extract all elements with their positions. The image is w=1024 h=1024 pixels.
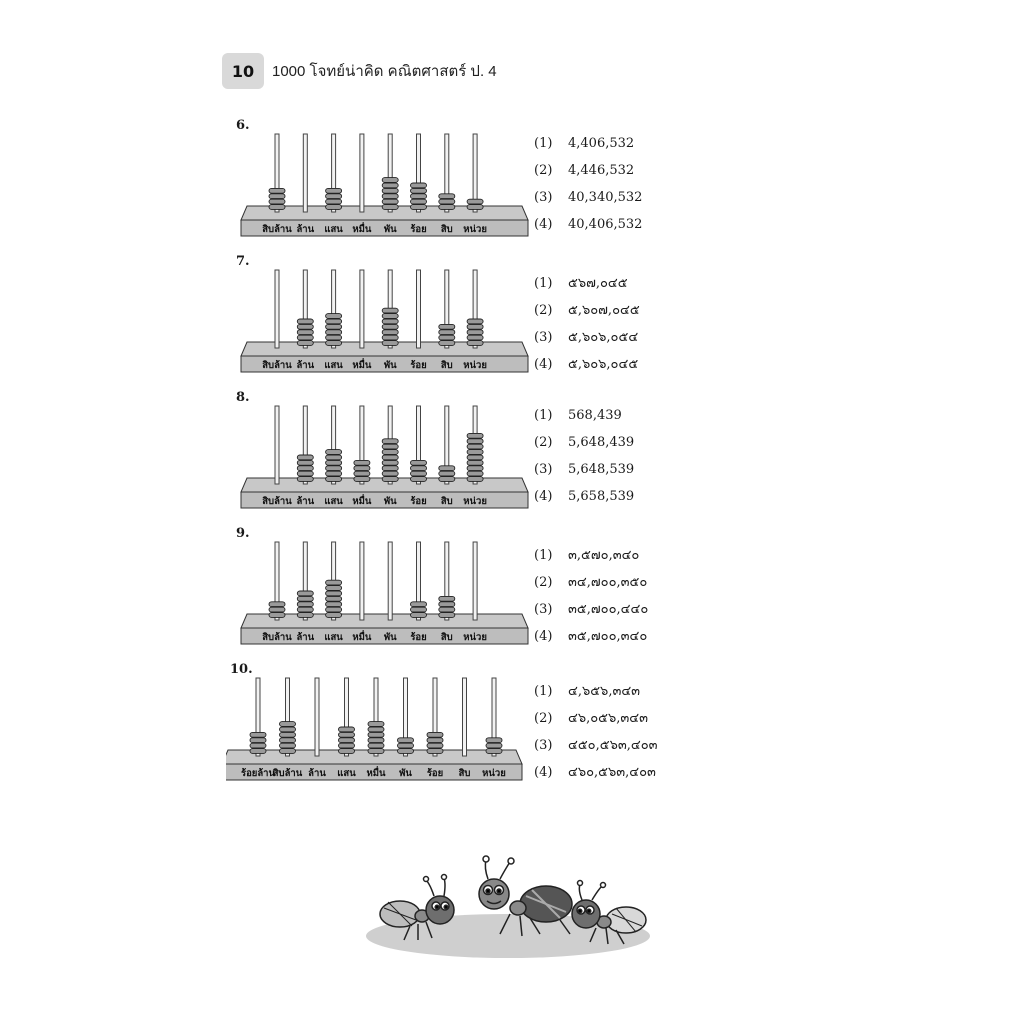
abacus-bead: [326, 450, 342, 455]
abacus-bead: [467, 205, 483, 210]
place-value-label: หน่วย: [463, 224, 487, 235]
place-value-label: สิบ: [440, 632, 453, 643]
abacus-bead: [382, 335, 398, 340]
question-number: 10.: [230, 662, 253, 677]
abacus-bead: [382, 466, 398, 471]
place-value-label: แสน: [324, 360, 343, 371]
abacus: [232, 532, 532, 658]
abacus-bead: [398, 749, 414, 754]
abacus-bead: [486, 749, 502, 754]
abacus-bead: [382, 444, 398, 449]
abacus-bead: [382, 178, 398, 183]
abacus-bead: [411, 194, 427, 199]
question-9: [232, 526, 652, 656]
abacus-bead: [368, 749, 384, 754]
place-value-label: หน่วย: [463, 360, 487, 371]
place-value-label: สิบ: [440, 360, 453, 371]
abacus-bead: [382, 439, 398, 444]
abacus-bead: [398, 743, 414, 748]
abacus-bead: [439, 596, 455, 601]
abacus-bead: [339, 743, 355, 748]
place-value-label: ร้อย: [410, 632, 427, 643]
abacus-bead: [467, 477, 483, 482]
abacus-bead: [411, 183, 427, 188]
question-6: [232, 118, 652, 248]
abacus-bead: [382, 205, 398, 210]
place-value-label: แสน: [337, 768, 356, 779]
abacus-bead: [467, 460, 483, 465]
answer-option[interactable]: [534, 544, 648, 571]
option-label: (4): [534, 629, 553, 644]
place-value-label: สิบ: [458, 768, 471, 779]
abacus-bead: [297, 613, 313, 618]
abacus-rod: [417, 270, 421, 348]
abacus-bead: [411, 205, 427, 210]
place-value-label: สิบ: [440, 224, 453, 235]
place-value-label: ร้อย: [410, 224, 427, 235]
abacus-bead: [297, 466, 313, 471]
abacus-bead: [439, 607, 455, 612]
abacus-bead: [368, 738, 384, 743]
abacus-bead: [339, 738, 355, 743]
option-value: 5,648,539: [568, 462, 635, 477]
option-label: (4): [534, 217, 553, 232]
question-10: [226, 662, 658, 792]
abacus-bead: [382, 199, 398, 204]
abacus-bead: [439, 194, 455, 199]
abacus-bead: [326, 314, 342, 319]
place-value-label: สิบล้าน: [272, 768, 303, 779]
place-value-label: สิบล้าน: [262, 224, 292, 235]
abacus-bead: [269, 199, 285, 204]
abacus-bead: [326, 324, 342, 329]
answer-options: [534, 136, 642, 244]
abacus-bead: [297, 330, 313, 335]
option-label: (1): [534, 136, 553, 151]
answer-option[interactable]: [534, 326, 640, 353]
abacus-bead: [297, 591, 313, 596]
option-label: (4): [534, 489, 553, 504]
abacus-bead: [467, 319, 483, 324]
abacus-bead: [326, 341, 342, 346]
question-number: 9.: [236, 526, 250, 541]
abacus-bead: [326, 335, 342, 340]
place-value-label: แสน: [324, 632, 343, 643]
answer-option[interactable]: [534, 435, 634, 462]
option-label: (1): [534, 548, 553, 563]
abacus-bead: [326, 477, 342, 482]
option-label: (1): [534, 276, 553, 291]
place-value-label: สิบ: [440, 496, 453, 507]
place-value-label: หมื่น: [352, 224, 372, 235]
option-value: ๕,๖๐๖,๐๕๔: [568, 330, 639, 345]
abacus-bead: [297, 455, 313, 460]
abacus-bead: [382, 341, 398, 346]
abacus-bead: [398, 738, 414, 743]
place-value-label: ล้าน: [296, 632, 315, 643]
abacus-rod: [473, 542, 477, 620]
option-label: (1): [534, 684, 553, 699]
abacus-rod: [388, 542, 392, 620]
place-value-label: ร้อยล้าน: [240, 768, 276, 779]
abacus-bead: [439, 466, 455, 471]
abacus-bead: [427, 743, 443, 748]
answer-option[interactable]: [534, 272, 640, 299]
abacus-bead: [467, 450, 483, 455]
abacus-bead: [368, 722, 384, 727]
place-value-label: พัน: [383, 496, 397, 507]
option-value: 5,648,439: [568, 435, 635, 450]
option-label: (3): [534, 602, 553, 617]
option-value: ๔๖,๐๕๖,๓๔๓: [568, 711, 648, 726]
answer-option[interactable]: [534, 598, 648, 625]
abacus-rod: [275, 270, 279, 348]
abacus-bead: [411, 477, 427, 482]
abacus-bead: [467, 199, 483, 204]
option-label: (3): [534, 190, 553, 205]
abacus-bead: [297, 602, 313, 607]
abacus-bead: [368, 732, 384, 737]
abacus-rod: [315, 678, 319, 756]
option-label: (2): [534, 711, 553, 726]
option-label: (4): [534, 357, 553, 372]
abacus-bead: [486, 743, 502, 748]
option-label: (2): [534, 435, 553, 450]
place-value-label: สิบล้าน: [262, 496, 292, 507]
abacus-bead: [382, 471, 398, 476]
abacus-bead: [297, 607, 313, 612]
abacus-bead: [411, 460, 427, 465]
abacus-bead: [269, 205, 285, 210]
place-value-label: สิบล้าน: [262, 360, 292, 371]
abacus-bead: [382, 460, 398, 465]
option-value: ๔๖๐,๕๖๓,๔๐๓: [568, 765, 656, 780]
abacus-bead: [326, 586, 342, 591]
abacus-rod: [360, 134, 364, 212]
place-value-label: หมื่น: [352, 632, 372, 643]
answer-options: [534, 680, 658, 788]
abacus-bead: [326, 205, 342, 210]
abacus-bead: [467, 324, 483, 329]
abacus-bead: [467, 341, 483, 346]
option-value: 40,406,532: [568, 217, 643, 232]
option-value: ๕,๖๐๖,๐๔๕: [568, 357, 639, 372]
abacus-bead: [368, 743, 384, 748]
abacus-bead: [382, 477, 398, 482]
abacus-bead: [297, 477, 313, 482]
place-value-label: พัน: [383, 360, 397, 371]
abacus: [226, 668, 526, 796]
abacus-bead: [354, 460, 370, 465]
abacus-bead: [280, 727, 296, 732]
abacus-rod: [360, 270, 364, 348]
answer-option[interactable]: [534, 680, 658, 707]
answer-option[interactable]: [534, 190, 642, 217]
abacus-bead: [269, 194, 285, 199]
abacus-bead: [326, 596, 342, 601]
abacus-bead: [280, 743, 296, 748]
abacus-bead: [326, 471, 342, 476]
question-number: 7.: [236, 254, 250, 269]
abacus: [232, 124, 532, 250]
option-value: ๓๕,๗๐๐,๓๔๐: [568, 629, 648, 644]
abacus-bead: [467, 471, 483, 476]
abacus-bead: [326, 591, 342, 596]
option-label: (1): [534, 408, 553, 423]
abacus-rod: [463, 678, 467, 756]
abacus: [232, 396, 532, 522]
abacus-bead: [326, 194, 342, 199]
question-7: [232, 254, 652, 384]
answer-option[interactable]: [534, 489, 634, 516]
option-label: (2): [534, 303, 553, 318]
option-label: (3): [534, 738, 553, 753]
abacus-bead: [427, 732, 443, 737]
abacus-bead: [280, 749, 296, 754]
abacus-bead: [411, 471, 427, 476]
abacus-bead: [382, 194, 398, 199]
place-value-label: ล้าน: [296, 360, 315, 371]
place-value-label: สิบล้าน: [262, 632, 292, 643]
place-value-label: หน่วย: [482, 768, 506, 779]
option-label: (3): [534, 462, 553, 477]
abacus-bead: [280, 722, 296, 727]
place-value-label: ล้าน: [308, 768, 326, 779]
abacus-bead: [467, 439, 483, 444]
abacus-bead: [280, 732, 296, 737]
answer-options: [534, 272, 640, 380]
abacus-bead: [467, 433, 483, 438]
place-value-label: พัน: [383, 224, 397, 235]
option-value: ๕๖๗,๐๔๕: [568, 276, 628, 291]
answer-option[interactable]: [534, 761, 658, 788]
place-value-label: หน่วย: [463, 632, 487, 643]
abacus-bead: [339, 727, 355, 732]
place-value-label: หมื่น: [352, 360, 372, 371]
place-value-label: ร้อย: [426, 768, 444, 779]
place-value-label: แสน: [324, 224, 343, 235]
abacus-bead: [269, 613, 285, 618]
place-value-label: หมื่น: [366, 768, 386, 779]
abacus-bead: [382, 188, 398, 193]
abacus-bead: [269, 188, 285, 193]
abacus-bead: [326, 580, 342, 585]
option-value: ๔,๖๕๖,๓๔๓: [568, 684, 641, 699]
book-title: 1000 โจทย์น่าคิด คณิตศาสตร์ ป. 4: [272, 63, 497, 80]
question-number: 6.: [236, 118, 250, 133]
option-value: 4,406,532: [568, 136, 635, 151]
page-number: 10: [222, 53, 264, 89]
answer-option[interactable]: [534, 625, 648, 652]
abacus-bead: [411, 188, 427, 193]
abacus-bead: [439, 199, 455, 204]
option-value: ๔๕๐,๕๖๓,๔๐๓: [568, 738, 658, 753]
place-value-label: พัน: [399, 768, 412, 779]
ants-illustration: [360, 848, 660, 963]
option-value: ๓,๕๗๐,๓๔๐: [568, 548, 640, 563]
abacus-bead: [250, 749, 266, 754]
abacus-bead: [467, 466, 483, 471]
abacus-bead: [439, 330, 455, 335]
abacus-bead: [382, 319, 398, 324]
option-value: 40,340,532: [568, 190, 643, 205]
place-value-label: ล้าน: [296, 224, 315, 235]
abacus-bead: [382, 455, 398, 460]
abacus-bead: [467, 444, 483, 449]
abacus-bead: [411, 199, 427, 204]
answer-options: [534, 544, 648, 652]
abacus-bead: [439, 205, 455, 210]
place-value-label: ล้าน: [296, 496, 315, 507]
abacus-bead: [297, 319, 313, 324]
abacus: [232, 260, 532, 386]
answer-option[interactable]: [534, 136, 642, 163]
abacus-bead: [427, 738, 443, 743]
answer-option[interactable]: [534, 353, 640, 380]
abacus-bead: [368, 727, 384, 732]
abacus-bead: [354, 466, 370, 471]
answer-option[interactable]: [534, 408, 634, 435]
abacus-bead: [439, 471, 455, 476]
place-value-label: ร้อย: [410, 496, 427, 507]
question-number: 8.: [236, 390, 250, 405]
abacus-bead: [326, 607, 342, 612]
abacus-bead: [297, 335, 313, 340]
abacus-bead: [467, 455, 483, 460]
abacus-bead: [297, 341, 313, 346]
answer-options: [534, 408, 634, 516]
page-header: [222, 52, 497, 90]
abacus-bead: [439, 335, 455, 340]
answer-option[interactable]: [534, 734, 658, 761]
place-value-label: หมื่น: [352, 496, 372, 507]
abacus-bead: [411, 613, 427, 618]
option-label: (4): [534, 765, 553, 780]
abacus-bead: [280, 738, 296, 743]
abacus-bead: [382, 308, 398, 313]
abacus-bead: [326, 602, 342, 607]
question-8: [232, 390, 652, 520]
abacus-rod: [360, 542, 364, 620]
abacus-bead: [326, 455, 342, 460]
abacus-bead: [439, 477, 455, 482]
abacus-rod: [275, 406, 279, 484]
abacus-bead: [411, 602, 427, 607]
abacus-bead: [354, 477, 370, 482]
place-value-label: พัน: [383, 632, 397, 643]
abacus-bead: [326, 330, 342, 335]
option-value: ๓๔,๗๐๐,๓๕๐: [568, 575, 648, 590]
abacus-bead: [269, 602, 285, 607]
abacus-bead: [382, 450, 398, 455]
abacus-bead: [326, 466, 342, 471]
abacus-bead: [467, 335, 483, 340]
abacus-bead: [326, 188, 342, 193]
abacus-bead: [269, 607, 285, 612]
abacus-bead: [439, 324, 455, 329]
abacus-bead: [250, 732, 266, 737]
abacus-bead: [439, 613, 455, 618]
answer-option[interactable]: [534, 163, 642, 190]
option-value: 568,439: [568, 408, 622, 423]
abacus-bead: [486, 738, 502, 743]
option-value: 4,446,532: [568, 163, 635, 178]
option-label: (3): [534, 330, 553, 345]
abacus-bead: [411, 607, 427, 612]
abacus-bead: [439, 341, 455, 346]
option-value: ๕,๖๐๗,๐๔๕: [568, 303, 640, 318]
abacus-bead: [326, 319, 342, 324]
place-value-label: แสน: [324, 496, 343, 507]
abacus-bead: [382, 330, 398, 335]
abacus-bead: [326, 613, 342, 618]
abacus-bead: [427, 749, 443, 754]
abacus-rod: [303, 134, 307, 212]
abacus-bead: [382, 314, 398, 319]
abacus-bead: [297, 324, 313, 329]
option-label: (2): [534, 163, 553, 178]
abacus-bead: [382, 324, 398, 329]
abacus-bead: [250, 738, 266, 743]
abacus-bead: [297, 596, 313, 601]
option-label: (2): [534, 575, 553, 590]
answer-option[interactable]: [534, 571, 648, 598]
abacus-bead: [326, 199, 342, 204]
abacus-bead: [339, 732, 355, 737]
abacus-bead: [297, 460, 313, 465]
answer-option[interactable]: [534, 217, 642, 244]
abacus-bead: [467, 330, 483, 335]
place-value-label: หน่วย: [463, 496, 487, 507]
abacus-bead: [326, 460, 342, 465]
option-value: 5,658,539: [568, 489, 635, 504]
answer-option[interactable]: [534, 299, 640, 326]
place-value-label: ร้อย: [410, 360, 427, 371]
abacus-bead: [439, 602, 455, 607]
abacus-bead: [354, 471, 370, 476]
abacus-bead: [297, 471, 313, 476]
abacus-bead: [382, 183, 398, 188]
answer-option[interactable]: [534, 462, 634, 489]
abacus-bead: [411, 466, 427, 471]
abacus-bead: [250, 743, 266, 748]
abacus-bead: [339, 749, 355, 754]
answer-option[interactable]: [534, 707, 658, 734]
option-value: ๓๕,๗๐๐,๔๔๐: [568, 602, 649, 617]
